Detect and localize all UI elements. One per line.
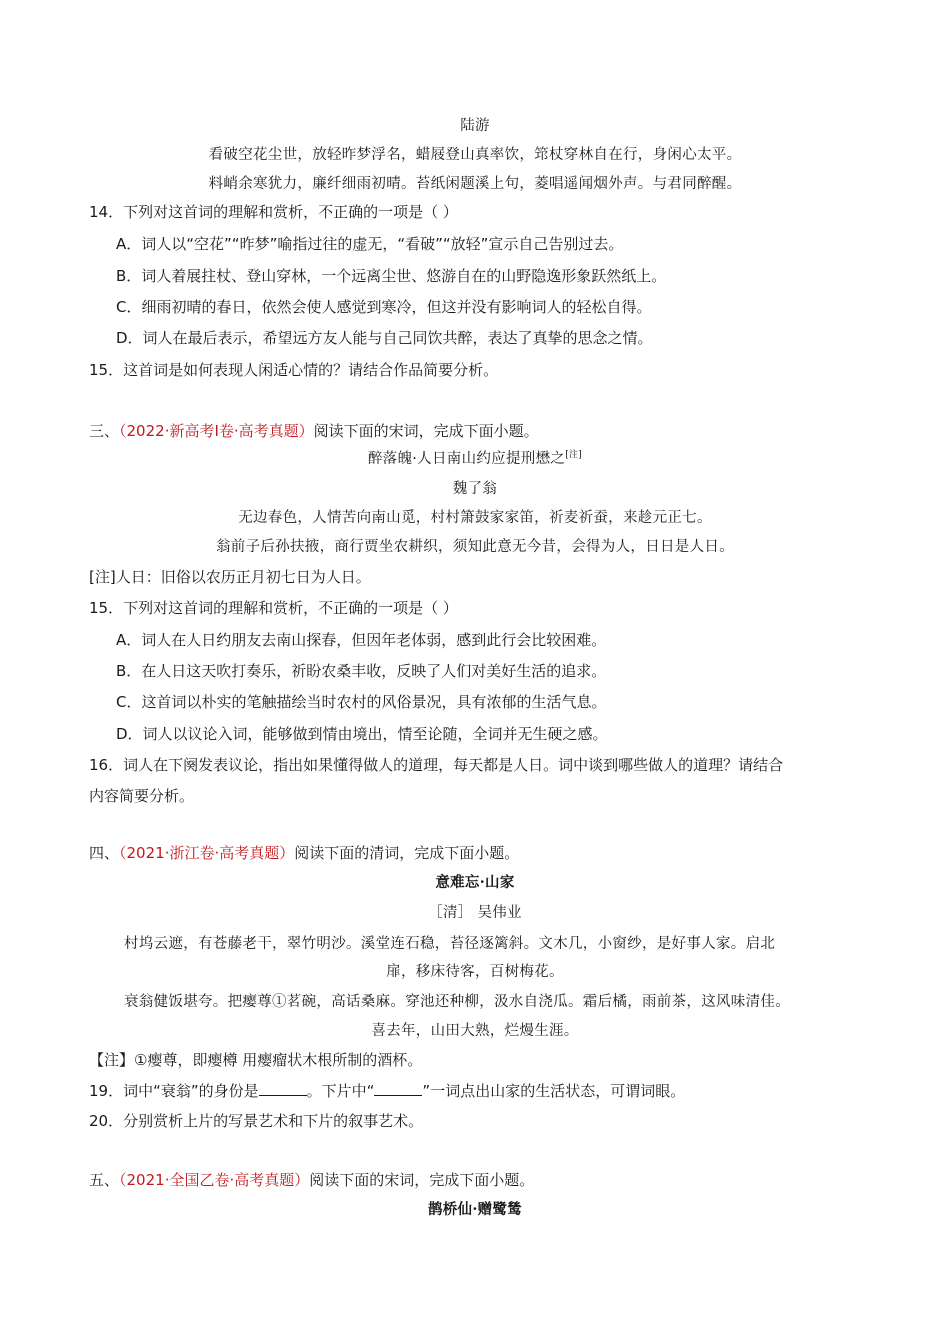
- option-b: B．在人日这天吹打奏乐，祈盼农桑丰收，反映了人们对美好生活的追求。: [116, 662, 607, 680]
- poem-line: 衰翁健饭堪夸。把瘿尊①茗碗，高话桑麻。穿池还种柳，汲水自浇瓜。霜后橘，雨前茶，这风味清佳。: [124, 994, 790, 1010]
- section-number: 三、: [89, 422, 120, 440]
- poem-author: 魏了翁: [452, 481, 498, 497]
- question-15-stem: 15．下列对这首词的理解和赏析，不正确的一项是（ ）: [89, 599, 458, 617]
- option-b: B．词人着展拄杖、登山穿林，一个远离尘世、悠游自在的山野隐逸形象跃然纸上。: [116, 267, 667, 285]
- note-mark: [注]: [565, 450, 583, 461]
- section-number: 五、: [89, 1171, 120, 1189]
- poem-line: 村坞云遮，有苍藤老干，翠竹明沙。溪堂连石稳，苔径逐篱斜。文木几，小窗纱，是好事人家。启北: [124, 936, 776, 952]
- option-a: A．词人以“空花”“昨梦”喻指过往的虚无，“看破”“放轻”宣示自己告别过去。: [116, 235, 624, 253]
- section-instruction: 阅读下面的宋词，完成下面小题。: [309, 1171, 535, 1189]
- section-source: （2021·全国乙卷·高考真题）: [119, 1171, 310, 1189]
- section-instruction: 阅读下面的宋词，完成下面小题。: [313, 422, 539, 440]
- section-3-header: [89, 421, 539, 441]
- poem-line: 料峭余寒犹力，廉纤细雨初晴。苔纸闲题溪上句，菱唱遥闻烟外声。与君同醉醒。: [208, 176, 742, 192]
- poem-line: 无边春色，人情苦向南山觅，村村箫鼓家家笛，祈麦祈蚕，来趁元正七。: [238, 510, 712, 526]
- section-5-header: [89, 1170, 534, 1190]
- poem-line: 看破空花尘世，放轻昨梦浮名，蜡屐登山真率饮，筇杖穿林自在行，身闲心太平。: [208, 147, 742, 163]
- question-15: 15．这首词是如何表现人闲适心情的？请结合作品简要分析。: [89, 361, 499, 379]
- option-d: D．词人以议论入词，能够做到情由境出，情至论随，全词并无生硬之感。: [116, 725, 608, 743]
- footnote: 【注】①瘿尊，即瘿樽 用瘿瘤状木根所制的酒杯。: [89, 1051, 423, 1069]
- answer-blank[interactable]: [259, 1080, 307, 1096]
- question-14-stem: 14．下列对这首词的理解和赏析，不正确的一项是（ ）: [89, 203, 458, 221]
- section-instruction: 阅读下面的清词，完成下面小题。: [294, 844, 520, 862]
- option-a: A．词人在人日约朋友去南山探春，但因年老体弱，感到此行会比较困难。: [116, 631, 607, 649]
- poem-title: 醉落魄·人日南山约应提刑懋之[注]: [367, 450, 583, 467]
- option-c: C．细雨初晴的春日，依然会使人感觉到寒冷，但这并没有影响词人的轻松自得。: [116, 298, 652, 316]
- poem-line: 扉，移床待客，百树梅花。: [386, 964, 564, 980]
- question-20: 20．分别赏析上片的写景艺术和下片的叙事艺术。: [89, 1112, 424, 1130]
- option-c: C．这首词以朴实的笔触描绘当时农村的风俗景况，具有浓郁的生活气息。: [116, 693, 607, 711]
- answer-blank[interactable]: [374, 1080, 422, 1096]
- footnote: [注]人日：旧俗以农历正月初七日为人日。: [89, 568, 371, 586]
- section-source: （2022·新高考Ⅰ卷·高考真题）: [119, 422, 314, 440]
- poem-author: 陆游: [460, 118, 490, 134]
- option-d: D．词人在最后表示，希望远方友人能与自己同饮共醉，表达了真挚的思念之情。: [116, 329, 653, 347]
- poem-title: 鹊桥仙·赠鹭鸶: [427, 1201, 523, 1218]
- section-number: 四、: [89, 844, 120, 862]
- section-source: （2021·浙江卷·高考真题）: [119, 844, 295, 862]
- question-16-cont: 内容简要分析。: [89, 787, 195, 805]
- question-16: 16．词人在下阕发表议论，指出如果懂得做人的道理，每天都是人日。词中谈到哪些做人的道理？请结合: [89, 756, 784, 774]
- poem-line: 翁前子后孙扶掖，商行贾坐农耕织，须知此意无今昔，会得为人，日日是人日。: [216, 539, 734, 555]
- section-4-header: [89, 843, 519, 863]
- poem-author: ［清］ 吴伟业: [428, 905, 522, 921]
- poem-line: 喜去年，山田大熟，烂熳生涯。: [371, 1023, 579, 1039]
- question-19: 19．词中“衰翁”的身份是 。下片中“ ”一词点出山家的生活状态，可谓词眼。: [89, 1082, 686, 1100]
- poem-title: 意难忘·山家: [435, 874, 515, 891]
